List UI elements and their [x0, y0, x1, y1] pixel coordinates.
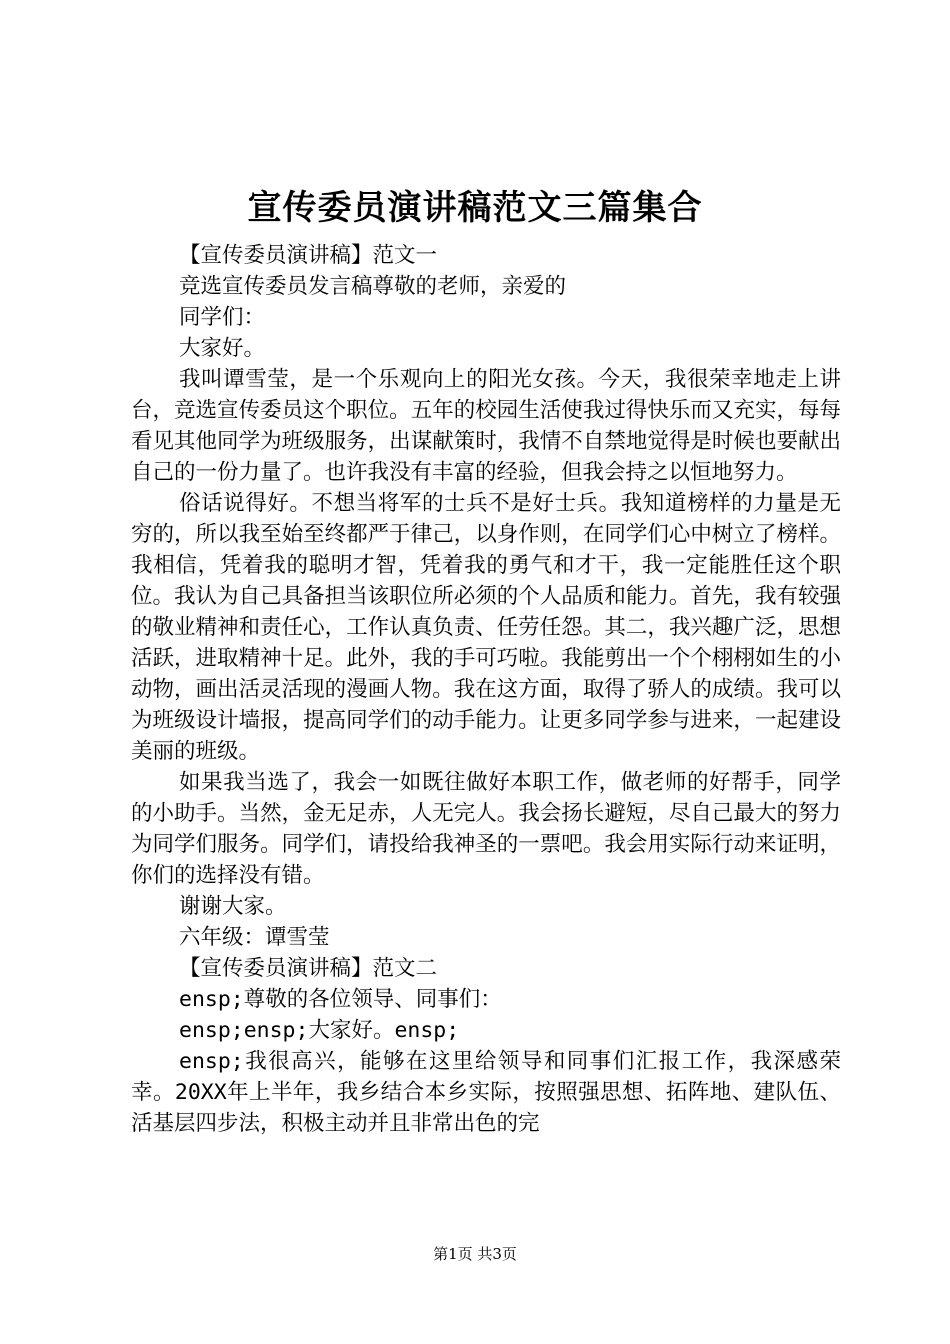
section-heading-2: 【宣传委员演讲稿】范文二 — [179, 956, 438, 981]
paragraph: 谢谢大家。 — [179, 894, 287, 919]
paragraph: 俗话说得好。不想当将军的士兵不是好士兵。我知道榜样的力量是无穷的，所以我至始至终都严于律己，以身作则，在同学们心中树立了榜样。我相信，凭着我的聪明才智，凭着我的勇气和才干，我一定能胜任这个职位。我认为自己具备担当该职位所必须的个人品质和能力。首先，我有较强的敬业精神和责任心，工作认真负责、任劳任怨。其二，我兴趣广泛，思想活跃，进取精神十足。此外，我的手可巧啦。我能剪出一个个栩栩如生的小动物，画出活灵活现的漫画人物。我在这方面，取得了骄人的成绩。我可以为班级设计墙报，提高同学们的动手能力。让更多同学参与进来，一起建设美丽的班级。 — [131, 491, 841, 764]
page-number-footer: 第1页 共3页 — [433, 1245, 517, 1263]
document-body — [131, 240, 841, 1139]
paragraph: 我叫谭雪莹，是一个乐观向上的阳光女孩。今天，我很荣幸地走上讲台，竞选宣传委员这个职位。五年的校园生活使我过得快乐而又充实，每每看见其他同学为班级服务，出谋献策时，我情不自禁地觉得是时候也要献出自己的一份力量了。也许我没有丰富的经验，但我会持之以恒地努力。 — [131, 367, 841, 485]
document-title: 宣传委员演讲稿范文三篇集合 — [247, 188, 703, 228]
paragraph: ensp;ensp;大家好。ensp; — [179, 1018, 460, 1043]
paragraph: 竞选宣传委员发言稿尊敬的老师，亲爱的 — [179, 274, 567, 299]
paragraph: ensp;我很高兴，能够在这里给领导和同事们汇报工作，我深感荣幸。20XX年上半年，我乡结合本乡实际，按照强思想、拓阵地、建队伍、活基层四步法，积极主动并且非常出色的完 — [131, 1049, 841, 1136]
paragraph: ensp;尊敬的各位领导、同事们： — [179, 987, 502, 1012]
paragraph: 同学们： — [179, 305, 266, 330]
section-heading-1: 【宣传委员演讲稿】范文一 — [179, 243, 438, 268]
paragraph: 大家好。 — [179, 336, 266, 361]
paragraph: 六年级：谭雪莹 — [179, 925, 330, 950]
paragraph: 如果我当选了，我会一如既往做好本职工作，做老师的好帮手，同学的小助手。当然，金无足赤，人无完人。我会扬长避短，尽自己最大的努力为同学们服务。同学们，请投给我神圣的一票吧。我会用实际行动来证明，你们的选择没有错。 — [131, 770, 841, 888]
